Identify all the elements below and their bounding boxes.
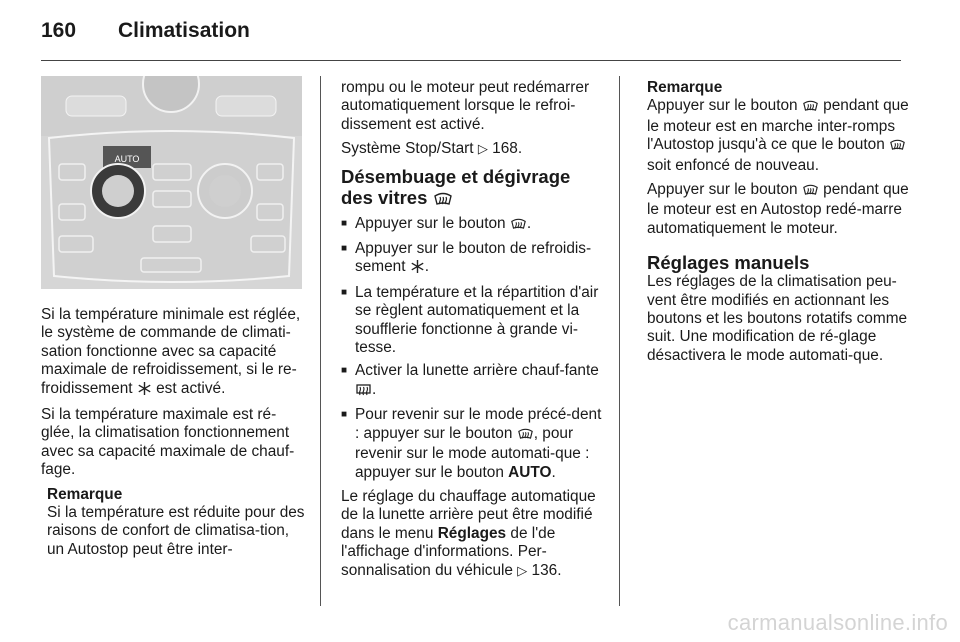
bullet-list [341, 215, 607, 482]
note-box [647, 79, 909, 238]
paragraph: Les réglages de la climatisation peu-vent être modifiés en actionnant les boutons et les boutons rotatifs comme suit. Une modification de ré-glage désactivera le mode automati-que. [647, 273, 908, 364]
windscreen-defrost-icon [434, 189, 452, 210]
snowflake-icon [411, 260, 424, 278]
note-text [647, 97, 909, 175]
column-3 [647, 79, 909, 365]
paragraph [341, 488, 607, 581]
paragraph-text: Système Stop/Start [341, 140, 474, 158]
paragraph: Si la température maximale est ré-glée, la climatisation fonctionnement avec sa capacité maximale de chauf-fage. [41, 406, 295, 479]
windscreen-defrost-icon [518, 427, 533, 445]
section-heading [341, 166, 607, 210]
note-text-part: pendant que le moteur est en Autostop redé-marre automatiquement le moteur. [647, 181, 909, 237]
windscreen-defrost-icon [890, 138, 905, 156]
rear-window-heating-icon [356, 383, 371, 401]
paragraph-text: Si la température minimale est réglée, le système de commande de climati-sation fonctionne avec sa capacité maximale de refroidissement, si le re-froidissement [41, 306, 301, 397]
column-1 [41, 306, 309, 559]
section-heading-text: Désembuage et dégivrage des vitres [341, 165, 571, 208]
auto-button-label: AUTO [508, 463, 552, 481]
windscreen-defrost-icon [511, 217, 526, 235]
auto-label: AUTO [114, 154, 140, 164]
menu-name: Réglages [437, 524, 507, 542]
page-ref[interactable]: 168. [492, 140, 523, 158]
note-text [647, 181, 909, 238]
note-text: Si la température est réduite pour des raisons de confort de climatisa-tion, un Autostop peut être inter- [47, 504, 305, 558]
list-item: ■ Appuyer sur le bouton . [341, 215, 607, 235]
list-item-text: , pour revenir sur le mode automati-que : appuyer sur le bouton [355, 424, 590, 481]
note-text-part: pendant que le moteur est en marche inter-romps l'Autostop jusqu'à ce que le bouton [647, 97, 909, 154]
windscreen-defrost-icon [803, 183, 818, 201]
note-text-part: Appuyer sur le bouton [647, 181, 798, 199]
page-ref-arrow-icon: ▷ [517, 563, 528, 579]
section-heading: Réglages manuels [647, 252, 810, 274]
list-item: ■ Pour revenir sur le mode précé-dent : appuyer sur le bouton , pour revenir sur le mode automati-que : appuyer sur le bouton AUTO. [341, 406, 607, 482]
note-title: Remarque [647, 79, 723, 96]
paragraph [341, 140, 607, 159]
windscreen-defrost-icon [803, 99, 818, 117]
column-divider [320, 76, 321, 606]
note-text-part: Appuyer sur le bouton [647, 97, 798, 115]
list-item-text: Activer la lunette arrière chauf-fante [355, 362, 599, 380]
page-number: 160 [41, 19, 77, 42]
watermark: carmanualsonline.info [727, 610, 948, 635]
list-item: ■ Activer la lunette arrière chauf-fante . [341, 362, 607, 401]
column-divider [619, 76, 620, 606]
list-item-text: Appuyer sur le bouton [355, 214, 506, 232]
chapter-title: Climatisation [118, 19, 250, 42]
paragraph: rompu ou le moteur peut redémarrer automatiquement lorsque le refroi-dissement est activé. [341, 79, 590, 133]
snowflake-icon [138, 382, 151, 400]
list-item: ■ Appuyer sur le bouton de refroidis-sement . [341, 240, 607, 279]
list-item: ■ La température et la répartition d'air se règlent automatiquement et la soufflerie fonctionne à grande vi-tesse. [341, 284, 607, 358]
climate-control-panel-photo [41, 76, 302, 289]
column-2 [341, 79, 607, 581]
paragraph-text: Le réglage du chauffage automatique de la lunette arrière peut être modifié dans le menu [341, 487, 596, 542]
page-ref-arrow-icon: ▷ [477, 142, 488, 158]
note-title: Remarque [47, 485, 123, 503]
header-rule [41, 60, 901, 61]
paragraph [41, 306, 309, 400]
note-text-part: soit enfoncé de nouveau. [647, 156, 819, 174]
paragraph-text: de l'de l'affichage d'informations. Per-sonnalisation du véhicule [341, 524, 556, 579]
note-box [47, 486, 309, 560]
paragraph-text: est activé. [156, 379, 226, 397]
page-ref[interactable]: 136. [531, 561, 562, 579]
list-item-text: Pour revenir sur le mode précé-dent : appuyer sur le bouton [355, 406, 602, 442]
list-item-text: Appuyer sur le bouton de refroidis-sement [355, 240, 592, 276]
